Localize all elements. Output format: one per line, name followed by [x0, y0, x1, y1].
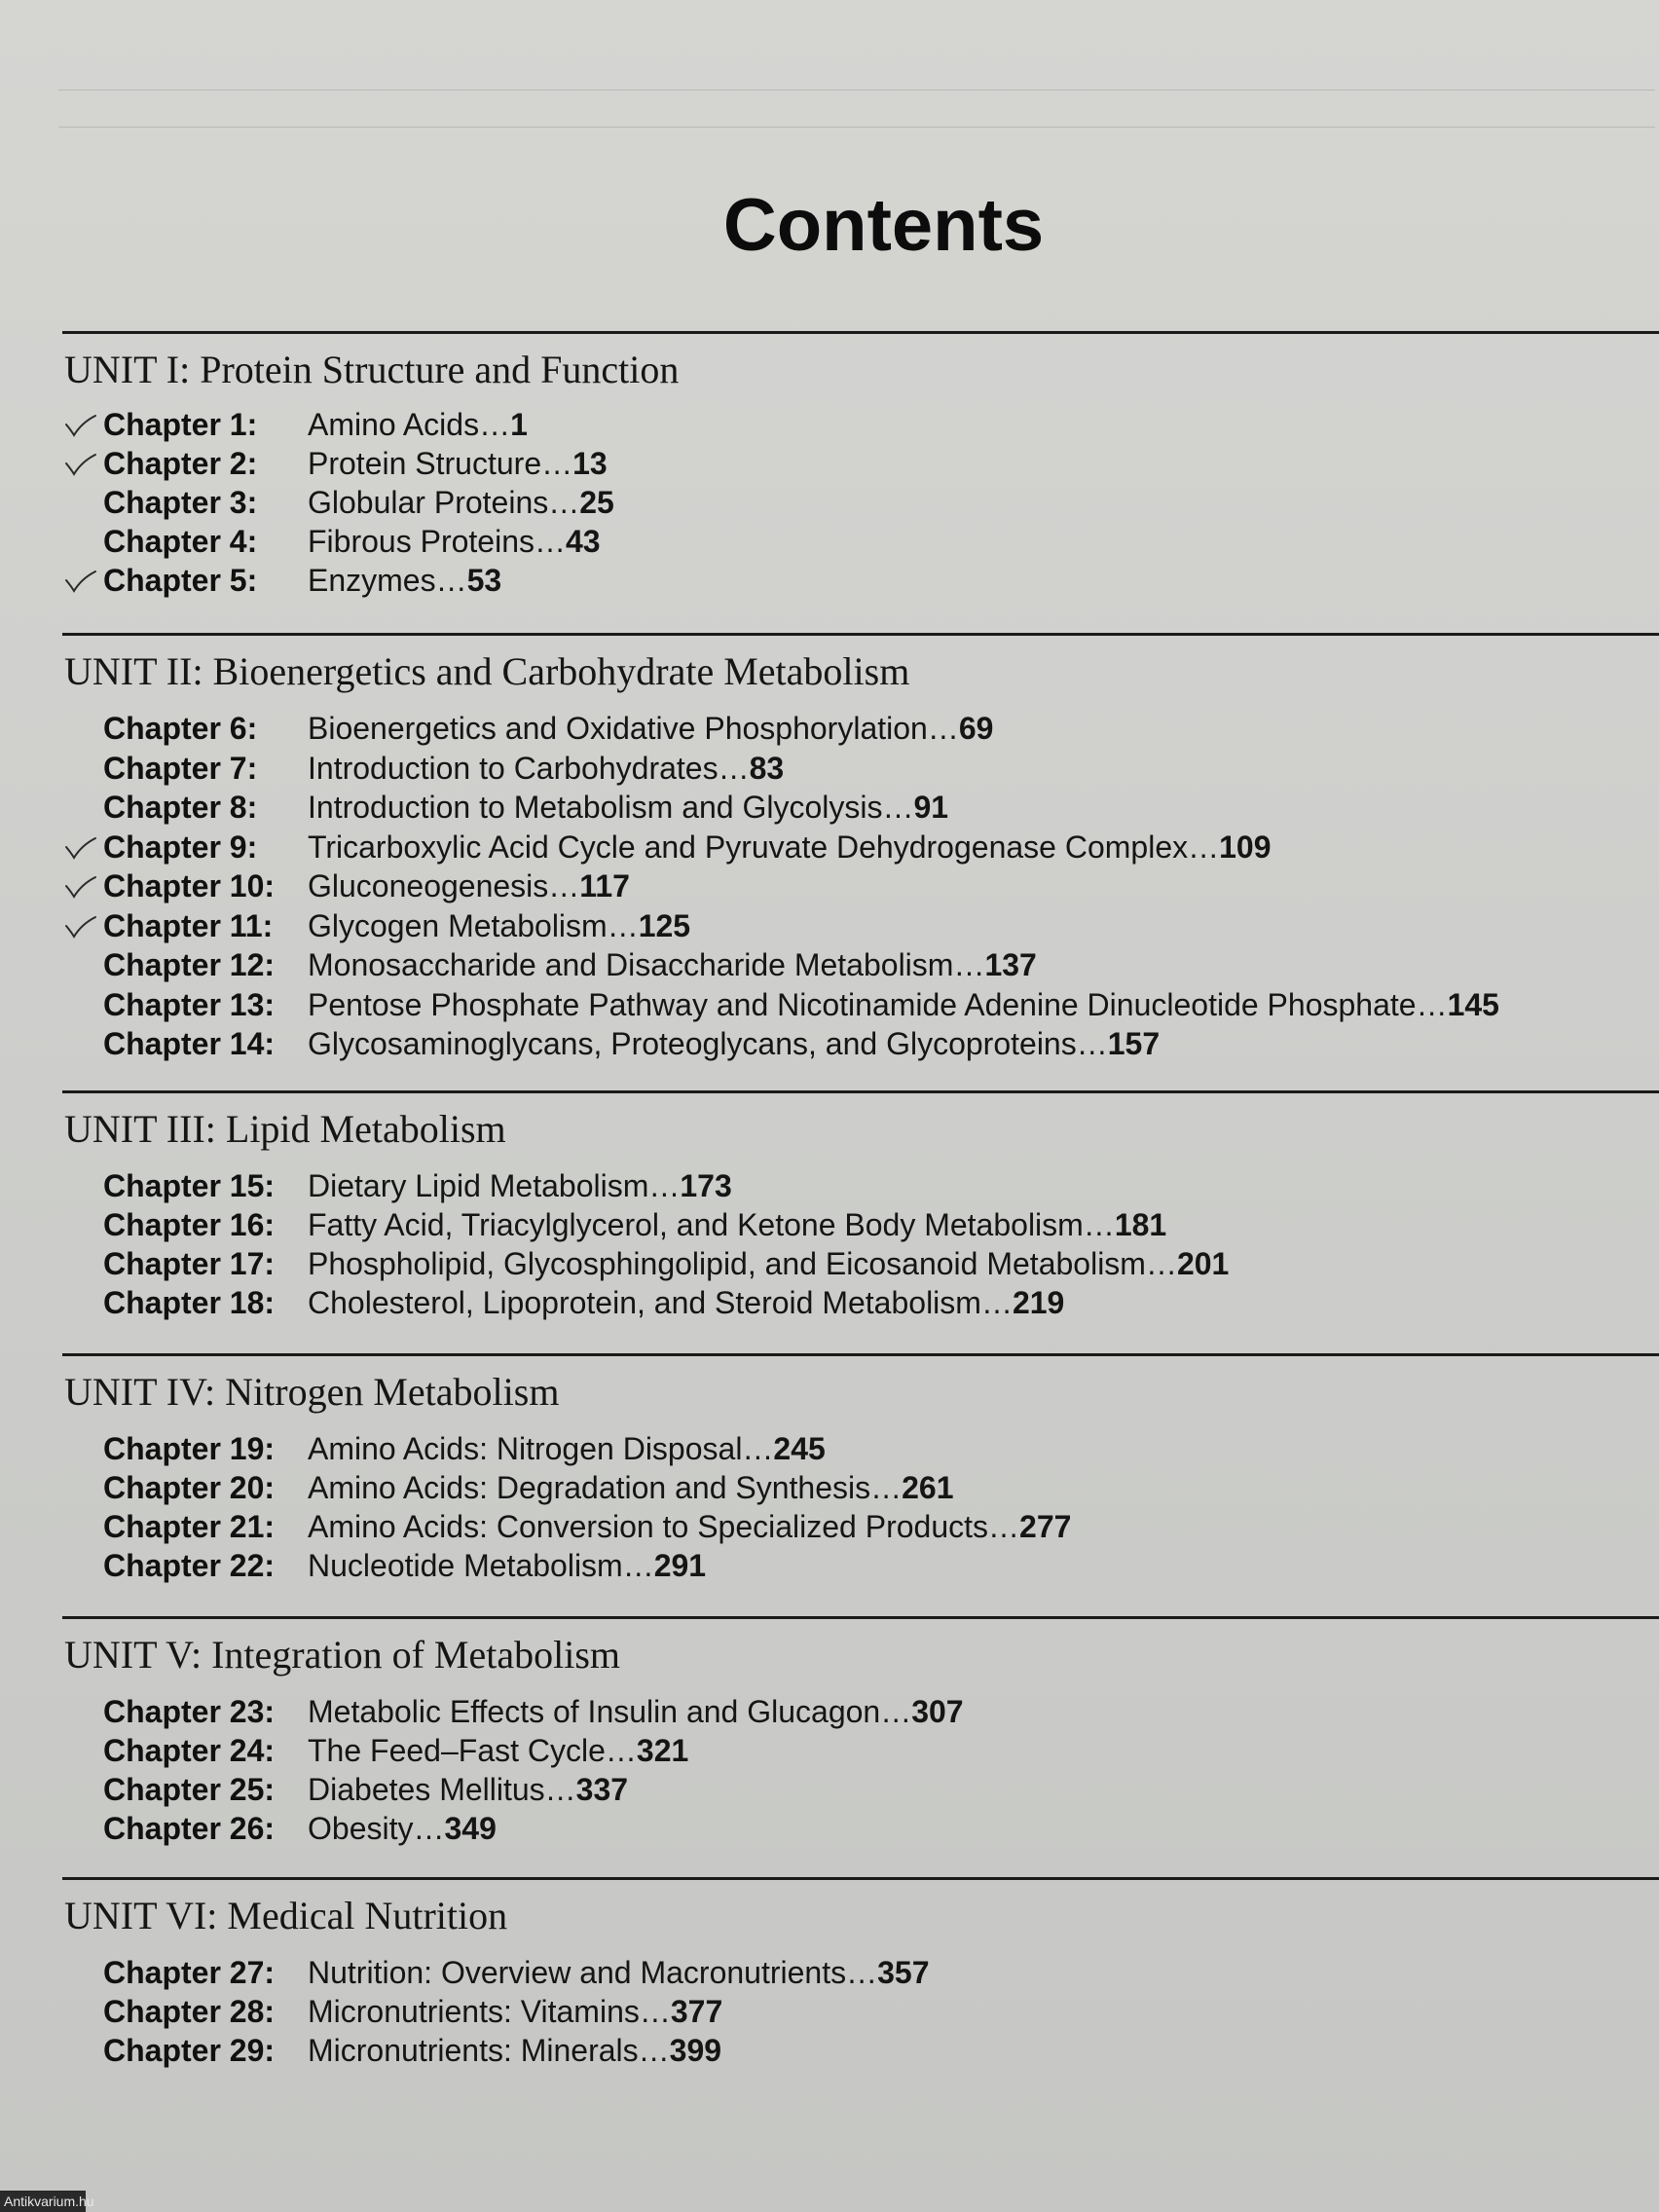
chapter-title-text: Pentose Phosphate Pathway and Nicotinamide Adenine Dinucleotide Phosphate… — [308, 986, 1448, 1022]
chapter-page-number: 137 — [984, 947, 1037, 982]
chapter-page-number: 201 — [1176, 1246, 1230, 1281]
chapter-page-number: 261 — [902, 1470, 954, 1505]
chapter-label: Chapter 1: — [103, 407, 258, 442]
chapter-title-text: Bioenergetics and Oxidative Phosphorylation… — [308, 711, 959, 746]
handwritten-check-icon — [62, 833, 97, 863]
chapter-page-number: 321 — [636, 1733, 689, 1768]
chapter-title-text: Fibrous Proteins… — [308, 524, 566, 559]
chapter-page-number: 399 — [669, 2033, 722, 2068]
watermark-label: Antikvarium.hu — [0, 2191, 86, 2212]
chapter-label: Chapter 26: — [103, 1811, 276, 1846]
chapter-title — [308, 407, 528, 443]
chapter-label: Chapter 27: — [103, 1955, 276, 1990]
chapter-label: Chapter 20: — [103, 1470, 276, 1505]
chapter-title-text: Monosaccharide and Disaccharide Metabolism… — [308, 947, 985, 982]
chapter-title — [308, 2033, 721, 2069]
chapter-page-number: 25 — [579, 485, 614, 520]
chapter-page-number: 357 — [877, 1955, 930, 1990]
handwritten-check-icon — [62, 567, 97, 596]
chapter-title — [308, 947, 1037, 983]
chapter-label: Chapter 14: — [103, 1026, 276, 1061]
chapter-page-number: 13 — [572, 446, 608, 481]
chapter-title-text: Cholesterol, Lipoprotein, and Steroid Metabolism… — [308, 1285, 1013, 1320]
chapter-page-number: 173 — [680, 1168, 732, 1203]
chapter-page-number: 157 — [1107, 1026, 1161, 1061]
chapter-label: Chapter 8: — [103, 790, 258, 825]
chapter-title-text: Nucleotide Metabolism… — [308, 1548, 654, 1583]
chapter-title — [308, 790, 948, 826]
unit-divider — [62, 331, 1659, 334]
chapter-title — [308, 908, 690, 944]
unit-divider — [62, 1877, 1659, 1880]
chapter-page-number: 43 — [565, 524, 601, 559]
handwritten-check-icon — [62, 450, 97, 479]
chapter-label: Chapter 16: — [103, 1207, 276, 1242]
chapter-title-text: Diabetes Mellitus… — [308, 1772, 576, 1807]
chapter-title — [308, 751, 784, 787]
chapter-title — [308, 1168, 732, 1204]
chapter-title — [308, 830, 1272, 866]
chapter-page-number: 377 — [670, 1994, 723, 2029]
chapter-title-text: Amino Acids: Nitrogen Disposal… — [308, 1431, 774, 1466]
chapter-page-number: 219 — [1012, 1285, 1065, 1320]
chapter-title-text: The Feed–Fast Cycle… — [308, 1733, 637, 1768]
chapter-title-text: Fatty Acid, Triacylglycerol, and Ketone Body Metabolism… — [308, 1207, 1115, 1242]
chapter-title — [308, 1548, 706, 1584]
chapter-label: Chapter 28: — [103, 1994, 276, 2029]
chapter-title-text: Globular Proteins… — [308, 485, 580, 520]
chapter-title-text: Metabolic Effects of Insulin and Glucagon… — [308, 1694, 912, 1729]
chapter-title — [308, 446, 608, 482]
chapter-label: Chapter 25: — [103, 1772, 276, 1807]
chapter-label: Chapter 12: — [103, 947, 276, 982]
chapter-label: Chapter 4: — [103, 524, 258, 559]
chapter-label: Chapter 23: — [103, 1694, 276, 1729]
chapter-label: Chapter 11: — [103, 907, 274, 943]
unit-heading: UNIT III: Lipid Metabolism — [64, 1107, 506, 1151]
chapter-title — [308, 1207, 1166, 1243]
chapter-page-number: 91 — [913, 790, 949, 825]
chapter-title-text: Glycogen Metabolism… — [308, 907, 639, 943]
chapter-page-number: 337 — [575, 1772, 629, 1807]
chapter-title — [308, 1246, 1229, 1282]
chapter-page-number: 277 — [1019, 1509, 1072, 1544]
chapter-title — [308, 1733, 688, 1769]
unit-divider — [62, 1090, 1659, 1093]
chapter-label: Chapter 15: — [103, 1168, 276, 1203]
chapter-label: Chapter 6: — [103, 711, 258, 746]
chapter-title-text: Gluconeogenesis… — [308, 868, 580, 903]
chapter-page-number: 69 — [958, 711, 994, 746]
chapter-label: Chapter 3: — [103, 485, 258, 520]
chapter-page-number: 307 — [911, 1694, 964, 1729]
chapter-title-text: Amino Acids: Conversion to Specialized Products… — [308, 1509, 1020, 1544]
unit-divider — [62, 633, 1659, 636]
chapter-title-text: Amino Acids… — [308, 407, 511, 442]
chapter-title-text: Protein Structure… — [308, 446, 573, 481]
chapter-title — [308, 1772, 628, 1808]
chapter-title — [308, 524, 601, 560]
chapter-page-number: 181 — [1114, 1207, 1167, 1242]
handwritten-check-icon — [62, 912, 97, 941]
chapter-page-number: 145 — [1447, 986, 1499, 1022]
chapter-title-text: Dietary Lipid Metabolism… — [308, 1168, 681, 1203]
handwritten-check-icon — [62, 411, 97, 440]
chapter-page-number: 83 — [749, 750, 785, 786]
chapter-page-number: 349 — [444, 1811, 497, 1846]
chapter-label: Chapter 17: — [103, 1246, 276, 1281]
chapter-title — [308, 868, 630, 904]
unit-heading: UNIT II: Bioenergetics and Carbohydrate Metabolism — [64, 649, 910, 693]
chapter-title — [308, 1994, 722, 2030]
unit-heading: UNIT V: Integration of Metabolism — [64, 1633, 621, 1677]
chapter-label: Chapter 2: — [103, 446, 258, 481]
chapter-title-text: Enzymes… — [308, 563, 467, 598]
chapter-title-text: Phospholipid, Glycosphingolipid, and Eicosanoid Metabolism… — [308, 1246, 1177, 1281]
handwritten-check-icon — [62, 872, 97, 902]
page-title: Contents — [722, 184, 1045, 267]
chapter-title — [308, 1470, 954, 1506]
chapter-title-text: Glycosaminoglycans, Proteoglycans, and Glycoproteins… — [308, 1026, 1108, 1061]
unit-heading: UNIT VI: Medical Nutrition — [64, 1894, 508, 1937]
chapter-label: Chapter 21: — [103, 1509, 276, 1544]
unit-heading: UNIT IV: Nitrogen Metabolism — [64, 1370, 560, 1414]
chapter-label: Chapter 22: — [103, 1548, 276, 1583]
unit-heading: UNIT I: Protein Structure and Function — [64, 348, 680, 391]
chapter-page-number: 125 — [638, 907, 691, 943]
chapter-title-text: Introduction to Metabolism and Glycolysis… — [308, 790, 914, 825]
unit-divider — [62, 1353, 1659, 1356]
chapter-title-text: Introduction to Carbohydrates… — [308, 750, 750, 786]
chapter-label: Chapter 24: — [103, 1733, 276, 1768]
bleed-through-line — [58, 127, 1655, 128]
chapter-title-text: Micronutrients: Minerals… — [308, 2033, 670, 2068]
chapter-title-text: Micronutrients: Vitamins… — [308, 1994, 671, 2029]
chapter-label: Chapter 7: — [103, 750, 258, 786]
unit-divider — [62, 1616, 1659, 1619]
chapter-title — [308, 1811, 497, 1847]
chapter-page-number: 53 — [466, 563, 502, 598]
chapter-title — [308, 1955, 930, 1991]
chapter-title-text: Amino Acids: Degradation and Synthesis… — [308, 1470, 903, 1505]
chapter-title-text: Obesity… — [308, 1811, 445, 1846]
chapter-label: Chapter 29: — [103, 2033, 276, 2068]
chapter-label: Chapter 18: — [103, 1285, 276, 1320]
chapter-title-text: Nutrition: Overview and Macronutrients… — [308, 1955, 878, 1990]
chapter-title — [308, 1285, 1064, 1321]
chapter-title — [308, 711, 993, 747]
chapter-title — [308, 563, 501, 599]
chapter-title — [308, 987, 1499, 1023]
chapter-page-number: 291 — [653, 1548, 707, 1583]
chapter-title — [308, 1026, 1160, 1062]
chapter-title — [308, 1431, 826, 1467]
chapter-label: Chapter 9: — [103, 829, 258, 865]
chapter-label: Chapter 13: — [103, 986, 276, 1022]
chapter-page-number: 117 — [579, 868, 630, 903]
chapter-label: Chapter 19: — [103, 1431, 276, 1466]
chapter-label: Chapter 10: — [103, 868, 276, 903]
chapter-page-number: 245 — [773, 1431, 826, 1466]
chapter-title-text: Tricarboxylic Acid Cycle and Pyruvate Dehydrogenase Complex… — [308, 829, 1220, 865]
chapter-label: Chapter 5: — [103, 563, 258, 598]
chapter-page-number: 1 — [510, 407, 528, 442]
bleed-through-line — [58, 90, 1655, 91]
chapter-page-number: 109 — [1219, 829, 1272, 865]
chapter-title — [308, 485, 614, 521]
chapter-title — [308, 1509, 1071, 1545]
chapter-title — [308, 1694, 964, 1730]
